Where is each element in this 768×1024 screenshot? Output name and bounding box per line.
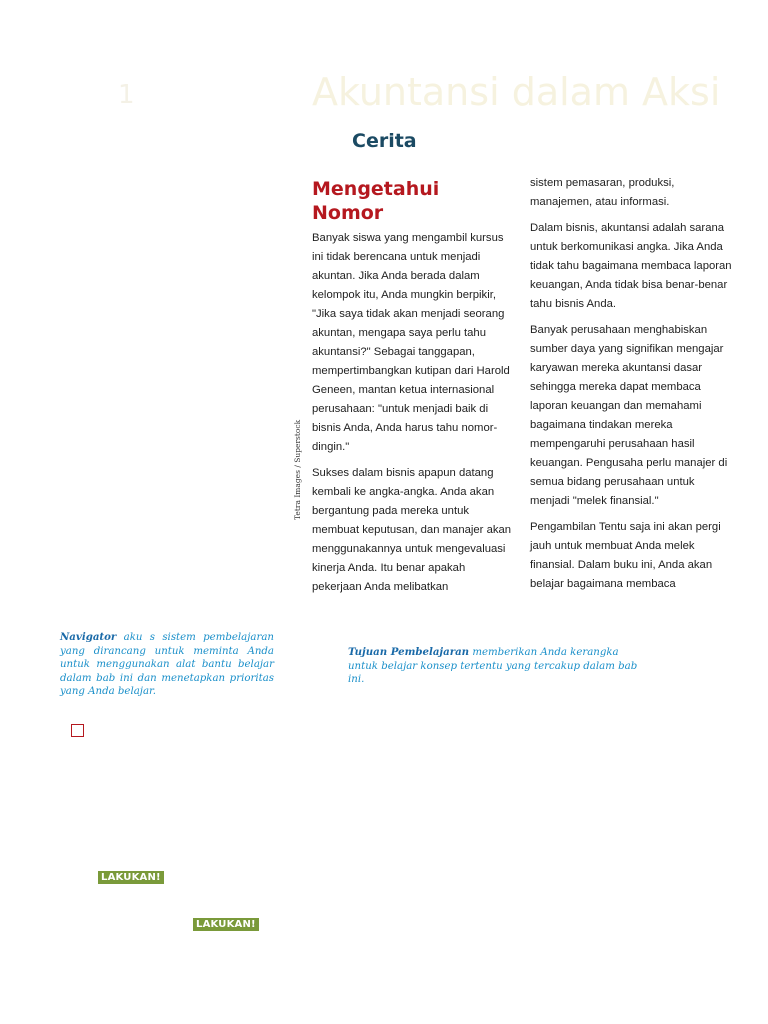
do-it-button[interactable]: LAKUKAN!: [193, 918, 259, 931]
navigator-text: aku s sistem pembelajaran yang dirancang untuk meminta Anda untuk menggunakan alat bantu belajar dalam bab ini dan menetapkan prioritas yang Anda belajar.: [60, 632, 274, 697]
section-label: Cerita: [352, 130, 417, 152]
paragraph: Dalam bisnis, akuntansi adalah sarana untuk berkomunikasi angka. Jika Anda tidak tahu bagaimana membaca laporan keuangan, Anda tidak bisa benar-benar tahu bisnis Anda.: [530, 222, 732, 310]
photo-credit-text: Tetra Images / Superstock: [293, 419, 302, 520]
learning-goals-text: memberikan Anda kerangka untuk belajar konsep tertentu yang tercakup dalam bab ini.: [348, 647, 638, 685]
navigator-term: Navigator: [60, 631, 117, 643]
chapter-title: Akuntansi dalam Aksi: [312, 70, 721, 114]
story-title: Mengetahui Nomor: [312, 178, 440, 224]
paragraph: Banyak siswa yang mengambil kursus ini tidak berencana untuk menjadi akuntan. Jika Anda berada dalam kelompok itu, Anda mungkin berpikir, "Jika saya tidak akan menjadi seorang akuntan, mengapa saya perlu tahu akuntansi?" Sebagai tanggapan, mempertimbangkan kutipan dari Harold Geneen, mantan ketua internasional perusahaan: "untuk menjadi baik di bisnis Anda, Anda harus tahu nomor-dingin.": [312, 232, 510, 453]
story-column-2: [530, 174, 735, 601]
do-it-button[interactable]: LAKUKAN!: [98, 871, 164, 884]
learning-goals-term: Tujuan Pembelajaran: [348, 646, 470, 658]
chapter-number: 1: [118, 80, 135, 110]
learning-goals-note: [348, 646, 648, 687]
paragraph: Sukses dalam bisnis apapun datang kembali ke angka-angka. Anda akan bergantung pada mereka untuk membuat keputusan, dan manajer akan menggunakannya untuk mengevaluasi kinerja Anda. Itu benar apakah pekerjaan Anda melibatkan: [312, 467, 512, 593]
story-column-1: [312, 229, 512, 604]
navigator-checkbox[interactable]: [71, 724, 84, 737]
paragraph: sistem pemasaran, produksi, manajemen, atau informasi.: [530, 177, 675, 208]
paragraph: Pengambilan Tentu saja ini akan pergi jauh untuk membuat Anda melek finansial. Dalam buku ini, Anda akan belajar bagaimana membaca: [530, 521, 721, 590]
paragraph: Banyak perusahaan menghabiskan sumber daya yang signifikan mengajar karyawan mereka akuntansi dasar sehingga mereka dapat membaca laporan keuangan dan memahami bagaimana tindakan mereka mempengaruhi perusahaan hasil keuangan. Pengusaha perlu manajer di semua bidang perusahaan untuk menjadi "melek finansial.": [530, 324, 728, 507]
navigator-note: [60, 631, 274, 699]
